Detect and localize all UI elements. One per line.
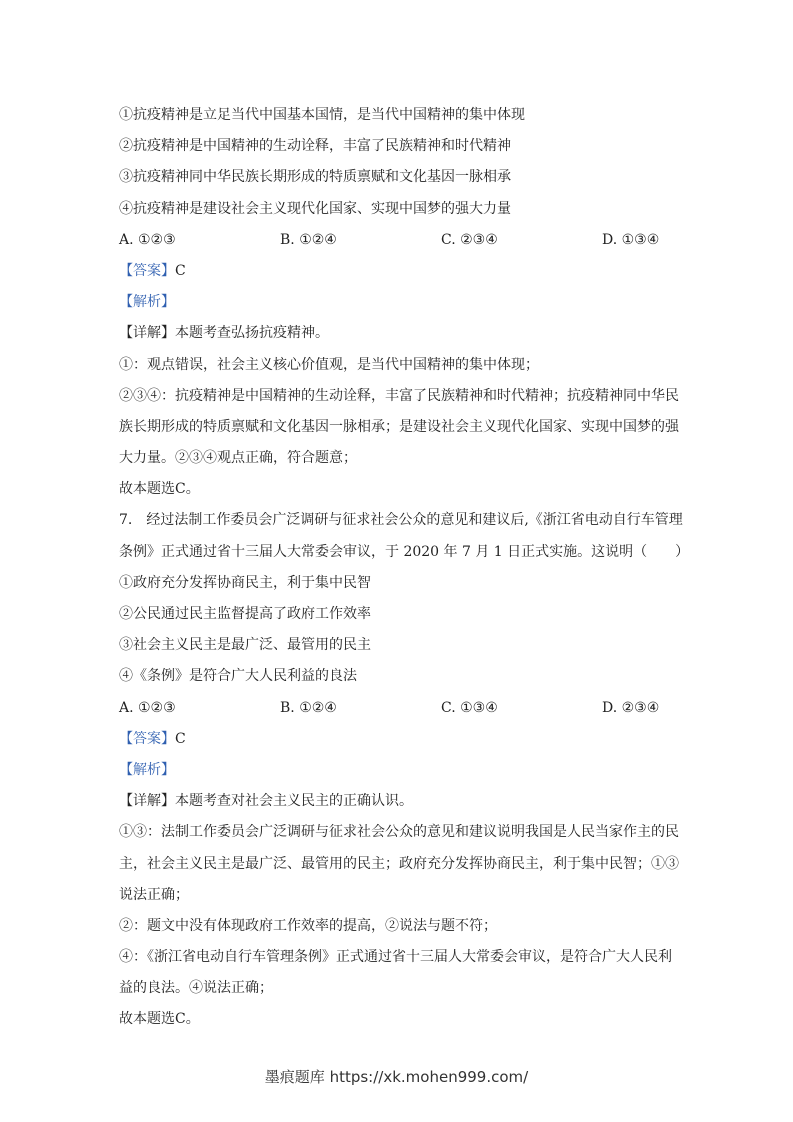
q6-detail-line-5: 故本题选C。 bbox=[119, 481, 200, 498]
q6-option-c: C. ②③④ bbox=[441, 231, 498, 248]
q7-option-a: A. ①②③ bbox=[119, 699, 176, 716]
q7-answer-tag: 【答案】 bbox=[119, 730, 175, 747]
q7-option-b: B. ①②④ bbox=[280, 699, 337, 716]
q7-detail-line-7: 故本题选C。 bbox=[119, 1011, 200, 1028]
q7-statement-1: ①政府充分发挥协商民主，利于集中民智 bbox=[119, 574, 371, 591]
q6-detail-intro: 本题考查弘扬抗疫精神。 bbox=[175, 325, 329, 342]
q7-detail-line-6: 益的良法。④说法正确； bbox=[119, 980, 273, 997]
q6-answer-tag: 【答案】 bbox=[119, 262, 175, 279]
q6-detail-line-3: 族长期形成的特质禀赋和文化基因一脉相承；是建设社会主义现代化国家、实现中国梦的强 bbox=[119, 418, 679, 435]
q7-detail-line-3: 说法正确； bbox=[119, 886, 189, 903]
q7-detail-tag: 【详解】 bbox=[119, 793, 175, 810]
q7-detail-intro: 本题考查对社会主义民主的正确认识。 bbox=[175, 793, 413, 810]
q7-detail-line-4: ②：题文中没有体现政府工作效率的提高，②说法与题不符； bbox=[119, 917, 497, 934]
q7-stem-line-1: 7. 经过法制工作委员会广泛调研与征求社会公众的意见和建议后,《浙江省电动自行车管理 bbox=[119, 512, 683, 529]
footer-watermark: 墨痕题库 https://xk.mohen999.com/ bbox=[264, 1068, 529, 1086]
q6-detail-line-1: ①：观点错误，社会主义核心价值观，是当代中国精神的集中体现； bbox=[119, 356, 539, 373]
q6-detail-line-2: ②③④：抗疫精神是中国精神的生动诠释，丰富了民族精神和时代精神；抗疫精神同中华民 bbox=[119, 387, 679, 404]
q6-answer bbox=[119, 256, 679, 287]
q7-option-c: C. ①③④ bbox=[441, 699, 498, 716]
q7-detail-line-1: ①③：法制工作委员会广泛调研与征求社会公众的意见和建议说明我国是人民当家作主的民 bbox=[119, 824, 679, 841]
q7-answer-value: C bbox=[175, 730, 186, 747]
q7-options bbox=[119, 693, 679, 724]
q7-statement-2: ②公民通过民主监督提高了政府工作效率 bbox=[119, 606, 371, 622]
q6-options bbox=[119, 225, 679, 256]
q6-option-b: B. ①②④ bbox=[280, 231, 337, 248]
q6-detail-tag: 【详解】 bbox=[119, 325, 175, 342]
q6-option-d: D. ①③④ bbox=[602, 231, 660, 248]
q6-analysis-tag: 【解析】 bbox=[119, 294, 175, 311]
document-body bbox=[119, 100, 690, 1036]
q7-detail bbox=[119, 786, 679, 817]
q6-statement-1: ①抗疫精神是立足当代中国基本国情，是当代中国精神的集中体现 bbox=[119, 107, 525, 123]
q6-detail-line-4: 大力量。②③④观点正确，符合题意； bbox=[119, 450, 357, 467]
q7-option-d: D. ②③④ bbox=[602, 699, 660, 716]
q7-statement-4: ④《条例》是符合广大人民利益的良法 bbox=[119, 668, 357, 685]
q7-stem-line-2: 条例》正式通过省十三届人大常委会审议，于 2020 年 7 月 1 日正式实施。这说明（ ） bbox=[119, 543, 690, 560]
q6-statement-4: ④抗疫精神是建设社会主义现代化国家、实现中国梦的强大力量 bbox=[119, 200, 511, 217]
q6-answer-value: C bbox=[175, 262, 186, 279]
q7-detail-line-2: 主，社会主义民主是最广泛、最管用的民主；政府充分发挥协商民主，利于集中民智；①③ bbox=[119, 855, 679, 872]
q7-answer bbox=[119, 724, 679, 755]
q6-option-a: A. ①②③ bbox=[119, 231, 176, 248]
q6-detail bbox=[119, 318, 679, 349]
q6-statement-2: ②抗疫精神是中国精神的生动诠释，丰富了民族精神和时代精神 bbox=[119, 138, 511, 155]
q7-detail-line-5: ④：《浙江省电动自行车管理条例》正式通过省十三届人大常委会审议，是符合广大人民利 bbox=[119, 949, 672, 966]
q6-statement-3: ③抗疫精神同中华民族长期形成的特质禀赋和文化基因一脉相承 bbox=[119, 169, 511, 186]
q7-analysis-tag: 【解析】 bbox=[119, 761, 175, 778]
q7-statement-3: ③社会主义民主是最广泛、最管用的民主 bbox=[119, 637, 371, 654]
